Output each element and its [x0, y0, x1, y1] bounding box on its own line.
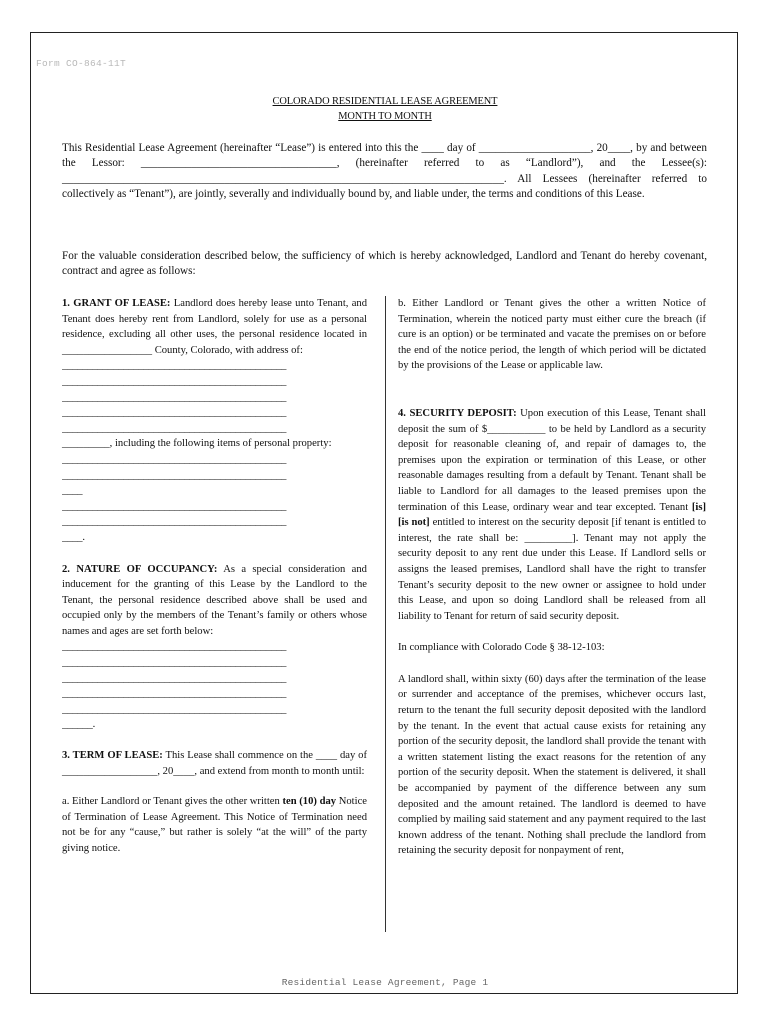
address-line: ____________________________________________ — [62, 391, 287, 403]
compliance-line: In compliance with Colorado Code § 38-12-103: — [398, 642, 605, 654]
address-line: ____________________________________________ — [62, 375, 287, 387]
occupancy-text: As a special consideration and inducement for the granting of this Lease by the Landlord to the Tenant, the personal residence described above shall be used and occupied only by the members of the Tenant’s family or others whose names and ages are set forth below: — [62, 563, 367, 637]
property-line: ____ — [62, 485, 83, 497]
occupant-line: ____________________________________________ — [62, 703, 287, 715]
property-lines — [62, 452, 367, 546]
document-title: COLORADO RESIDENTIAL LEASE AGREEMENT — [272, 96, 498, 107]
term-heading: 3. TERM OF LEASE: — [62, 750, 163, 762]
occupant-line: ____________________________________________ — [62, 657, 287, 669]
property-line: ____________________________________________ — [62, 516, 287, 528]
form-number: Form CO-864-11T — [36, 58, 127, 69]
grant-heading: 1. GRANT OF LEASE: — [62, 298, 171, 309]
column-divider — [385, 296, 386, 932]
intro-paragraph: This Residential Lease Agreement (hereinafter “Lease”) is entered into this the ____ day of ____________________, 20____, by and between the Lessor: ___________________________________, (hereinafter referred to as “Landlord”), and the Lessee(s): _______________________________________________________________________________. All Lessees (hereinafter referred to collectively as “Tenant”), are jointly, severally and individually bound by, and liable under, the terms and conditions of this Lease. — [62, 142, 707, 201]
page-footer: Residential Lease Agreement, Page 1 — [281, 977, 489, 988]
deposit-is: [is] — [691, 501, 706, 513]
term-option-a — [62, 794, 367, 856]
deposit-text-1: Upon execution of this Lease, Tenant shall deposit the sum of $___________ to be held by Landlord as a security deposit for reasonable cleaning of, and repair of damages to, the premises upon the expiration or termination of this Lease, or other reasonable damages resulting from a default by Tenant. Tenant shall be liable to Landlord for all damages to the leased premises upon the termination of this Lease, ordinary wear and tear excepted. Tenant — [398, 407, 706, 513]
deposit-is-not: [is not] — [398, 517, 430, 529]
address-lines — [62, 358, 367, 436]
address-line: ____________________________________________ — [62, 422, 287, 434]
right-column — [398, 296, 706, 859]
occupant-lines — [62, 639, 367, 733]
address-line: ____________________________________________ — [62, 360, 287, 372]
deposit-text-2: entitled to interest on the security deposit [if tenant is entitled to interest, the rate shall be: _________]. Tenant may not apply the security deposit to any rent due under this Lease. If Landlord sells or assigns the leased premises, Landlord shall have the right to transfer Tenant’s security deposit to the new owner or assignee to hold under this Lease, and upon so doing Landlord shall be released from all liability to Tenant for return of said security deposit. — [398, 517, 706, 622]
nature-of-occupancy-section — [62, 562, 367, 640]
term-text: This Lease shall commence on the ____ day of __________________, 20____, and extend from month to month until: — [62, 750, 367, 777]
colorado-code-text: A landlord shall, within sixty (60) days after the termination of the lease or surrender and acceptance of the premises, whichever occurs last, return to the tenant the full security deposit deposited with the landlord by the tenant. In the event that actual cause exists for retaining any portion of the security deposit, the landlord shall provide the tenant with a written statement listing the exact reasons for the retention of any portion of the security deposit. When the statement is delivered, it shall be accompanied by payment of the difference between any sum deposited and the amount retained. The landlord is deemed to have complied by mailing said statement and any payment required to the last known address of the tenant. Nothing shall preclude the landlord from retaining the security deposit for nonpayment of rent, — [398, 673, 706, 857]
personal-property-text: _________, including the following items of personal property: — [62, 438, 332, 450]
left-column — [62, 296, 367, 857]
occupant-line: ______. — [62, 719, 96, 731]
occupant-line: ____________________________________________ — [62, 672, 287, 684]
grant-text: Landlord does hereby lease unto Tenant, and Tenant does hereby rent from Landlord, solely for use as a personal residence, excluding all other uses, the personal residence located in _________________ County, Colorado, with address of: — [62, 298, 367, 356]
term-a-bold: ten (10) day — [282, 796, 337, 808]
security-deposit-section — [398, 406, 706, 624]
deposit-heading: 4. SECURITY DEPOSIT: — [398, 407, 517, 419]
consideration-paragraph: For the valuable consideration described below, the sufficiency of which is hereby acknowledged, Landlord and Tenant do hereby covenant, contract and agree as follows: — [62, 250, 707, 278]
address-line: ____________________________________________ — [62, 407, 287, 419]
term-a-prefix: a. Either Landlord or Tenant gives the other written — [62, 796, 280, 808]
occupancy-heading: 2. NATURE OF OCCUPANCY: — [62, 563, 218, 575]
term-a-suffix: Notice of Termination of Lease Agreement. This Notice of Termination need not be for any “cause,” but rather is solely “at the will” of the party giving notice. — [62, 796, 367, 854]
term-option-b: b. Either Landlord or Tenant gives the other a written Notice of Termination, wherein the noticed party must either cure the breach (if cure is an option) or be terminated and vacate the premises on or before the end of the notice period, the length of which period will be dictated by the provisions of the Lease or applicable law. — [398, 298, 706, 372]
property-line: ____________________________________________ — [62, 453, 287, 465]
document-subtitle: MONTH TO MONTH — [338, 111, 432, 122]
term-of-lease-section — [62, 748, 367, 779]
property-line: ____________________________________________ — [62, 500, 287, 512]
occupant-line: ____________________________________________ — [62, 688, 287, 700]
property-line: ____. — [62, 531, 85, 543]
occupant-line: ____________________________________________ — [62, 641, 287, 653]
grant-of-lease-section — [62, 296, 367, 358]
property-line: ____________________________________________ — [62, 469, 287, 481]
